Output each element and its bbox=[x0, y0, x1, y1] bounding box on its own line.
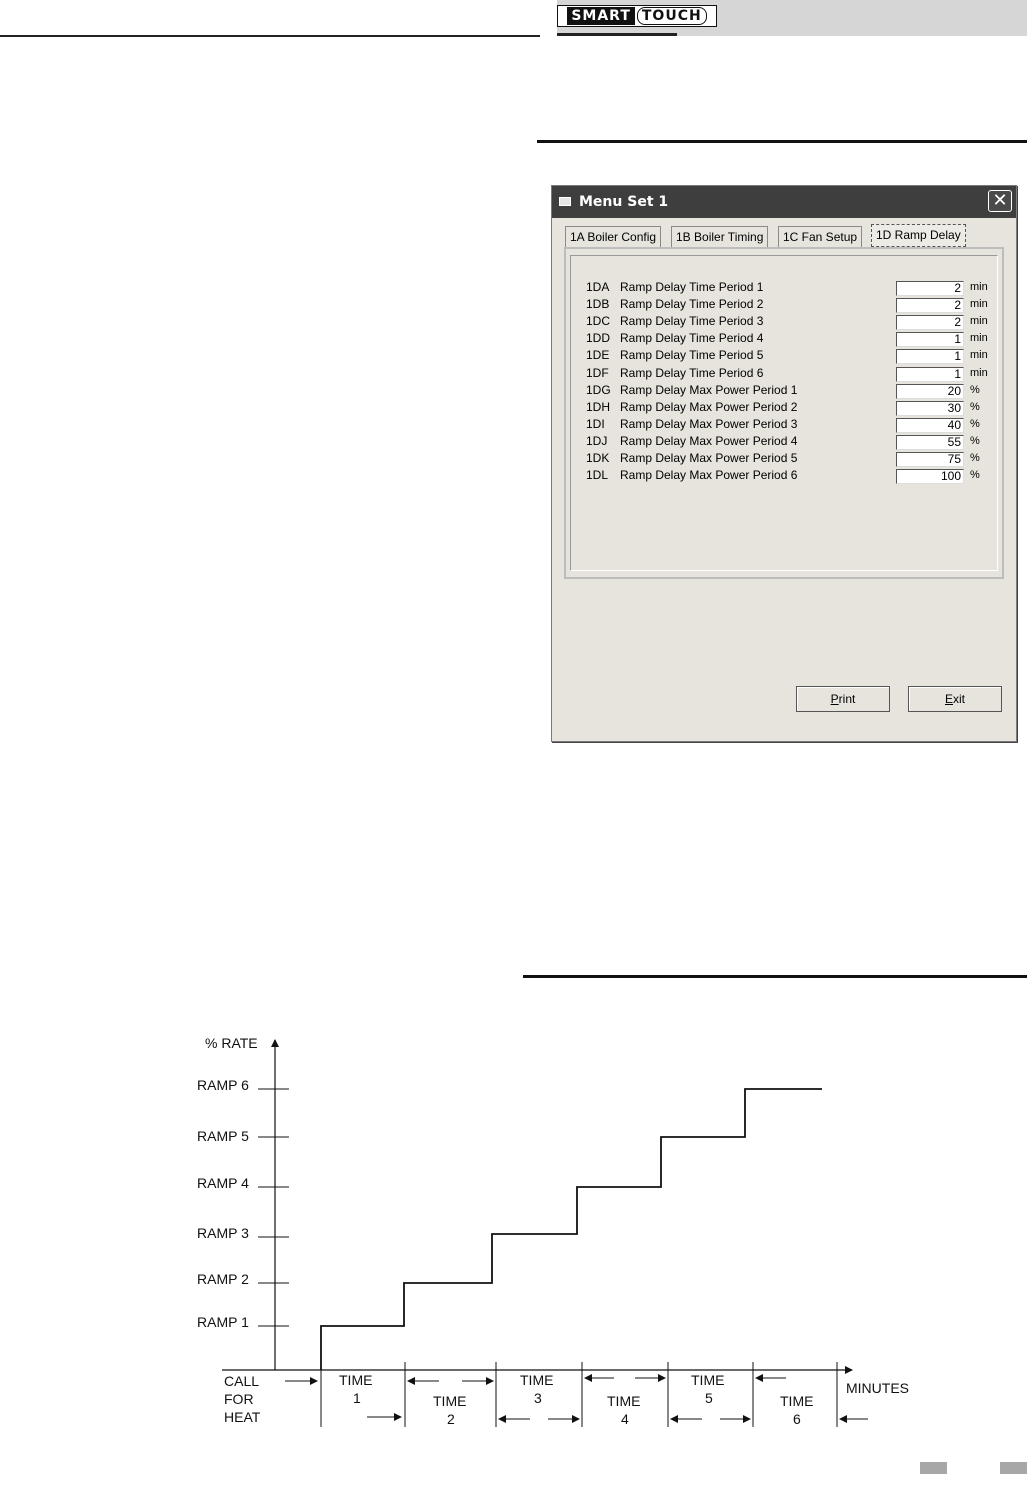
param-description: Ramp Delay Max Power Period 5 bbox=[620, 451, 798, 465]
param-code: 1DI bbox=[586, 417, 605, 431]
param-code: 1DA bbox=[586, 280, 610, 294]
param-code: 1DD bbox=[586, 331, 611, 345]
param-description: Ramp Delay Max Power Period 1 bbox=[620, 383, 798, 397]
ramp-delay-diagram bbox=[0, 1020, 1027, 1440]
footer-page-tab-left bbox=[920, 1462, 947, 1474]
param-code: 1DE bbox=[586, 348, 610, 362]
param-code: 1DL bbox=[586, 468, 609, 482]
time-word-4: TIME bbox=[607, 1393, 641, 1409]
time-number-2: 2 bbox=[447, 1411, 455, 1427]
param-code: 1DK bbox=[586, 451, 610, 465]
ramp-label-4: RAMP 4 bbox=[197, 1175, 249, 1191]
time-number-4: 4 bbox=[621, 1411, 629, 1427]
param-description: Ramp Delay Time Period 3 bbox=[620, 314, 764, 328]
close-button[interactable] bbox=[988, 190, 1012, 212]
param-code: 1DH bbox=[586, 400, 611, 414]
exit-label: xit bbox=[953, 692, 965, 706]
param-value-1dk[interactable]: 75 bbox=[896, 452, 964, 467]
param-unit: % bbox=[970, 418, 980, 430]
param-description: Ramp Delay Time Period 4 bbox=[620, 331, 764, 345]
param-label-1dc bbox=[586, 314, 763, 328]
call-for-heat-line-1: CALL bbox=[224, 1373, 260, 1389]
param-value-1dd[interactable]: 1 bbox=[896, 332, 964, 347]
param-label-1dj bbox=[586, 434, 797, 448]
logo-underline bbox=[557, 33, 677, 36]
param-unit: min bbox=[970, 332, 988, 344]
param-code: 1DG bbox=[586, 383, 611, 397]
smart-touch-logo bbox=[557, 5, 717, 27]
param-description: Ramp Delay Time Period 1 bbox=[620, 280, 764, 294]
param-value-1de[interactable]: 1 bbox=[896, 349, 964, 364]
param-value-1df[interactable]: 1 bbox=[896, 367, 964, 382]
time-word-3: TIME bbox=[520, 1372, 554, 1388]
time-word-1: TIME bbox=[339, 1372, 373, 1388]
logo-part-1: SMART bbox=[567, 7, 635, 25]
param-unit: % bbox=[970, 469, 980, 481]
header-rule bbox=[0, 35, 540, 37]
param-code: 1DF bbox=[586, 366, 609, 380]
section-rule-top bbox=[537, 140, 1027, 143]
param-label-1dl bbox=[586, 468, 797, 482]
param-unit: % bbox=[970, 452, 980, 464]
param-unit: % bbox=[970, 384, 980, 396]
ramp-ticks bbox=[258, 1089, 289, 1326]
param-label-1dd bbox=[586, 331, 763, 345]
time-number-6: 6 bbox=[793, 1411, 801, 1427]
call-for-heat-line-2: FOR bbox=[224, 1391, 254, 1407]
time-word-5: TIME bbox=[691, 1372, 725, 1388]
param-label-1di bbox=[586, 417, 797, 431]
param-label-1da bbox=[586, 280, 763, 294]
param-unit: % bbox=[970, 401, 980, 413]
param-value-1da[interactable]: 2 bbox=[896, 281, 964, 296]
footer-page-tab-right bbox=[1000, 1462, 1027, 1474]
print-label: rint bbox=[838, 692, 856, 706]
param-label-1dk bbox=[586, 451, 797, 465]
ramp-staircase bbox=[321, 1089, 822, 1370]
exit-mnemonic: E bbox=[944, 692, 953, 706]
ramp-label-1: RAMP 1 bbox=[197, 1314, 249, 1330]
ramp-label-3: RAMP 3 bbox=[197, 1225, 249, 1241]
time-number-1: 1 bbox=[353, 1390, 361, 1406]
dialog-title: Menu Set 1 bbox=[579, 194, 669, 210]
param-description: Ramp Delay Time Period 5 bbox=[620, 348, 764, 362]
param-label-1de bbox=[586, 348, 763, 362]
section-rule-bottom bbox=[523, 975, 1027, 978]
param-label-1db bbox=[586, 297, 763, 311]
menu-set-dialog bbox=[551, 185, 1017, 742]
param-description: Ramp Delay Max Power Period 3 bbox=[620, 417, 798, 431]
print-mnemonic: P bbox=[830, 692, 839, 706]
param-unit: min bbox=[970, 349, 988, 361]
param-value-1dl[interactable]: 100 bbox=[896, 469, 964, 484]
tab-ramp-delay[interactable]: 1D Ramp Delay bbox=[871, 224, 966, 247]
tab-fan-setup[interactable]: 1C Fan Setup bbox=[778, 226, 862, 247]
time-number-5: 5 bbox=[705, 1390, 713, 1406]
param-value-1dh[interactable]: 30 bbox=[896, 401, 964, 416]
ramp-label-2: RAMP 2 bbox=[197, 1271, 249, 1287]
param-unit: min bbox=[970, 298, 988, 310]
time-number-3: 3 bbox=[534, 1390, 542, 1406]
param-code: 1DC bbox=[586, 314, 611, 328]
y-axis-label: % RATE bbox=[205, 1035, 258, 1051]
param-label-1df bbox=[586, 366, 763, 380]
call-for-heat-line-3: HEAT bbox=[224, 1409, 261, 1425]
param-code: 1DJ bbox=[586, 434, 608, 448]
param-description: Ramp Delay Max Power Period 2 bbox=[620, 400, 798, 414]
param-description: Ramp Delay Time Period 2 bbox=[620, 297, 764, 311]
print-button[interactable] bbox=[796, 686, 890, 712]
param-label-1dh bbox=[586, 400, 797, 414]
logo-part-2: TOUCH bbox=[637, 7, 707, 25]
param-description: Ramp Delay Max Power Period 6 bbox=[620, 468, 798, 482]
param-description: Ramp Delay Max Power Period 4 bbox=[620, 434, 798, 448]
param-unit: min bbox=[970, 315, 988, 327]
param-value-1dg[interactable]: 20 bbox=[896, 384, 964, 399]
x-axis-label: MINUTES bbox=[846, 1380, 909, 1396]
param-description: Ramp Delay Time Period 6 bbox=[620, 366, 764, 380]
exit-button[interactable] bbox=[908, 686, 1002, 712]
ramp-label-5: RAMP 5 bbox=[197, 1128, 249, 1144]
param-value-1di[interactable]: 40 bbox=[896, 418, 964, 433]
param-unit: min bbox=[970, 281, 988, 293]
param-value-1dj[interactable]: 55 bbox=[896, 435, 964, 450]
param-value-1dc[interactable]: 2 bbox=[896, 315, 964, 330]
param-value-1db[interactable]: 2 bbox=[896, 298, 964, 313]
ramp-label-6: RAMP 6 bbox=[197, 1077, 249, 1093]
dialog-title-bar[interactable] bbox=[552, 186, 1016, 218]
param-label-1dg bbox=[586, 383, 797, 397]
tab-boiler-timing[interactable]: 1B Boiler Timing bbox=[671, 226, 768, 247]
time-word-6: TIME bbox=[780, 1393, 814, 1409]
window-icon bbox=[559, 197, 571, 206]
param-unit: % bbox=[970, 435, 980, 447]
param-code: 1DB bbox=[586, 297, 610, 311]
time-word-2: TIME bbox=[433, 1393, 467, 1409]
close-icon: ✕ bbox=[992, 190, 1008, 211]
param-unit: min bbox=[970, 367, 988, 379]
tab-boiler-config[interactable]: 1A Boiler Config bbox=[565, 226, 661, 247]
